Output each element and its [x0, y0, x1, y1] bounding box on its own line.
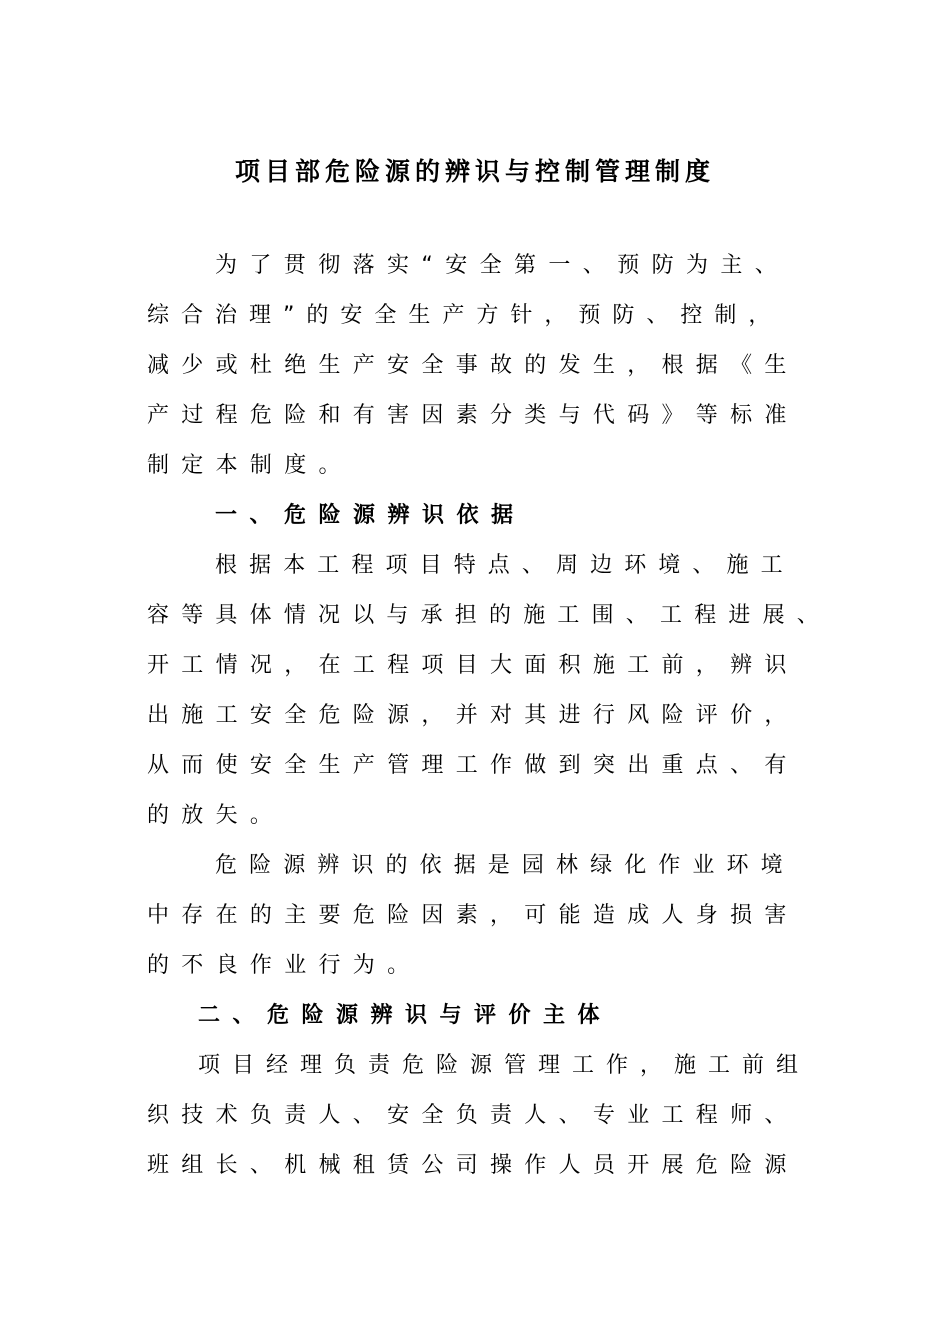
document-title: 项目部危险源的辨识与控制管理制度: [234, 157, 715, 186]
paragraph-line: 出施工安全危险源，并对其进行风险评价，: [147, 703, 799, 728]
paragraph-line: 班组长、机械租赁公司操作人员开展危险源: [147, 1153, 799, 1178]
paragraph-line: 的放矢。: [147, 803, 285, 828]
paragraph-line: 减少或杜绝生产安全事故的发生，根据《生: [147, 353, 799, 378]
paragraph-line: 中存在的主要危险因素，可能造成人身损害: [147, 903, 799, 928]
section-heading: 一、危险源辨识依据: [215, 503, 526, 528]
paragraph-line: 为了贯彻落实“安全第一、预防为主、: [215, 253, 790, 278]
paragraph-line: 开工情况，在工程项目大面积施工前，辨识: [147, 653, 799, 678]
paragraph-line: 制定本制度。: [147, 453, 353, 478]
paragraph-line: 织技术负责人、安全负责人、专业工程师、: [147, 1103, 799, 1128]
paragraph-line: 综合治理”的安全生产方针，预防、控制，: [147, 303, 783, 328]
paragraph-line: 根据本工程项目特点、周边环境、施工: [215, 553, 795, 578]
paragraph-line: 从而使安全生产管理工作做到突出重点、有: [147, 753, 799, 778]
paragraph-line: 的不良作业行为。: [147, 953, 422, 978]
paragraph-line: 容等具体情况以与承担的施工围、工程进展、: [147, 603, 832, 628]
paragraph-line: 危险源辨识的依据是园林绿化作业环境: [215, 853, 795, 878]
paragraph-line: 项目经理负责危险源管理工作，施工前组: [198, 1053, 811, 1078]
section-heading: 二、危险源辨识与评价主体: [198, 1003, 613, 1028]
paragraph-line: 产过程危险和有害因素分类与代码》等标准: [147, 403, 799, 428]
